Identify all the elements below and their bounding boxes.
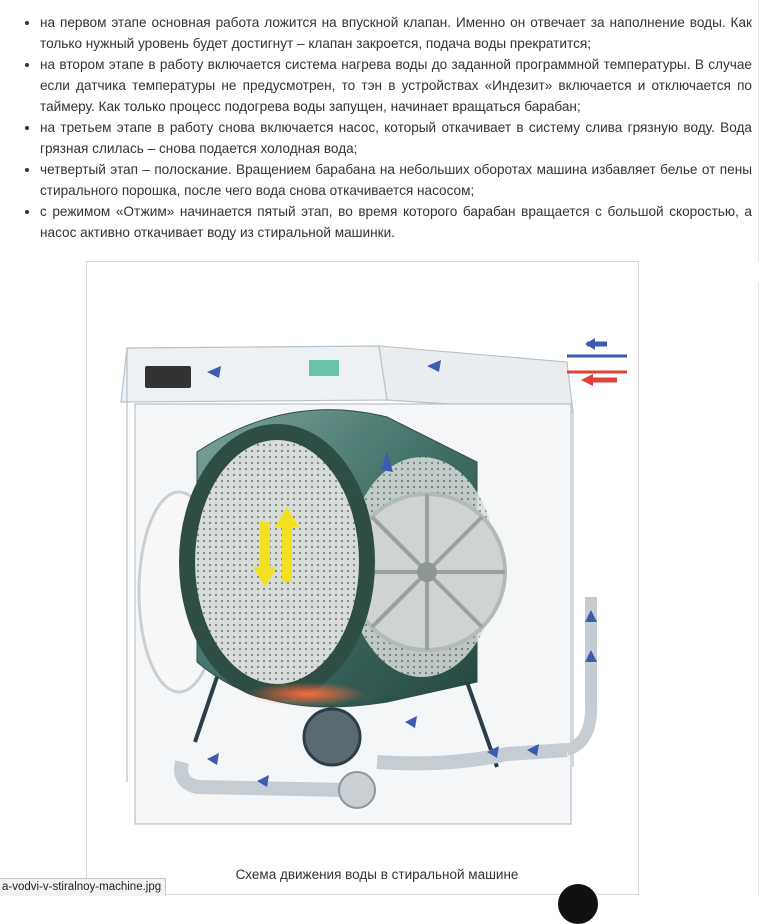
list-item: • четвертый этап – полоскание. Вращением барабана на небольших оборотах машина избавляет белье от пены стирального порошка, после чего вода снова откачивается насосом; bbox=[40, 159, 752, 201]
scroll-to-top-button[interactable] bbox=[558, 884, 598, 924]
washing-machine-illustration bbox=[87, 262, 640, 896]
list-item: • с режимом «Отжим» начинается пятый этап, во время которого барабан вращается с большой скоростью, а насос активно откачивает воду из стиральной машинки. bbox=[40, 201, 752, 243]
sidebar-divider bbox=[758, 282, 759, 895]
figure-caption: Схема движения воды в стиральной машине bbox=[235, 867, 519, 882]
status-bar-url: a-vodvi-v-stiralnoy-machine.jpg bbox=[0, 878, 166, 896]
stages-list bbox=[22, 12, 752, 243]
washing-machine-figure[interactable] bbox=[86, 261, 639, 895]
sidebar-divider bbox=[758, 0, 759, 262]
list-item: • на третьем этапе в работу снова включается насос, который откачивает в систему слива грязную воду. Вода грязная слилась – снова подается холодная вода; bbox=[40, 117, 752, 159]
list-item: • на втором этапе в работу включается система нагрева воды до заданной программной температуры. В случае если датчика температуры не предусмотрен, то тэн в устройствах «Индезит» включается и отключается по таймеру. Как только процесс подогрева воды запущен, начинает вращаться барабан; bbox=[40, 54, 752, 117]
list-item: • на первом этапе основная работа ложится на впускной клапан. Именно он отвечает за наполнение воды. Как только нужный уровень будет достигнут – клапан закроется, подача воды прекратится; bbox=[40, 12, 752, 54]
